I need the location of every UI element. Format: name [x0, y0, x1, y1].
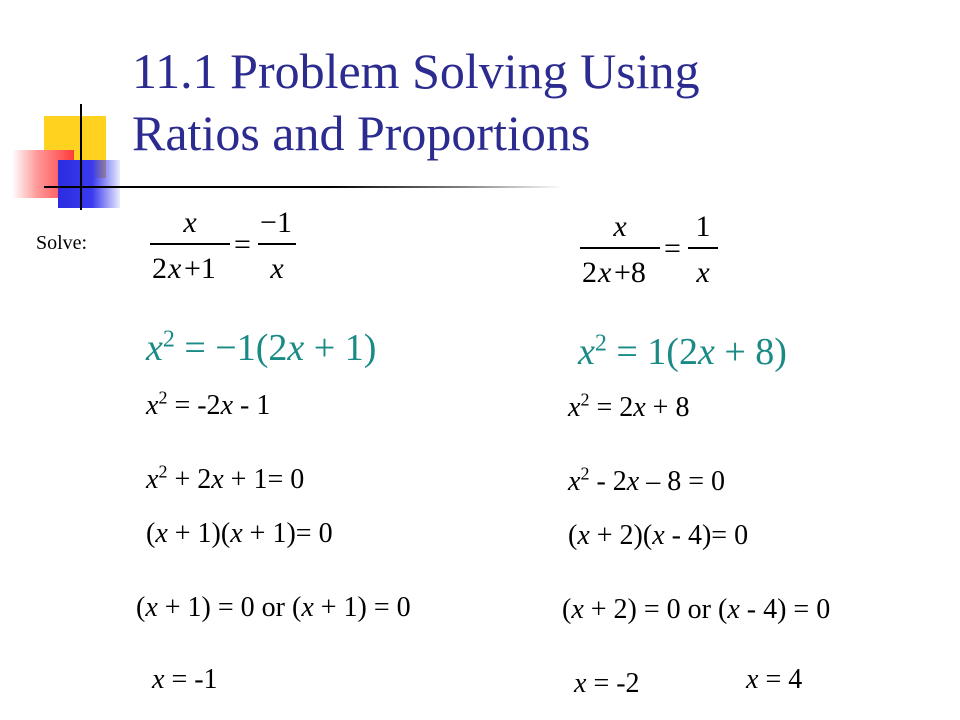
right-step3-var: x [577, 520, 590, 551]
right-lhs-den-a: 2 [582, 256, 597, 289]
right-step-1 [568, 389, 690, 424]
title-line-1: 11.1 Problem Solving Using [132, 43, 700, 99]
left-step2-b: + 2 [167, 464, 212, 495]
left-step1-d: - 1 [233, 390, 271, 421]
left-cm-exp: 2 [162, 326, 175, 353]
right-step2-d: – 8 = 0 [639, 466, 725, 497]
left-answer-var: x [152, 664, 165, 695]
left-step3-var: x [155, 518, 168, 549]
left-step3-a: ( [146, 518, 156, 549]
left-step4-var: x [145, 592, 158, 623]
solve-label: Solve: [36, 232, 88, 254]
right-step1-var2: x [633, 392, 646, 423]
right-step3-a: ( [568, 520, 578, 551]
left-cm-base: x [146, 327, 163, 369]
right-step2-exp: 2 [580, 463, 590, 484]
right-cm-base: x [578, 331, 595, 373]
left-fraction-equation [148, 202, 308, 292]
left-rhs-denominator: x [270, 252, 284, 285]
right-lhs-numerator: x [613, 210, 627, 243]
left-lhs-den-a: 2 [152, 252, 167, 285]
left-lhs-den-b: x [168, 252, 182, 285]
left-cm-rest-b: x [287, 327, 305, 369]
left-step1-b: = -2 [167, 390, 221, 421]
left-step1-var2: x [220, 390, 233, 421]
title-underline [44, 186, 564, 188]
right-step2-var2: x [626, 466, 640, 497]
right-fraction-equation [578, 206, 738, 296]
left-rhs-numerator: −1 [260, 206, 292, 239]
right-answer1-var: x [574, 668, 587, 699]
right-cm-exp: 2 [594, 330, 607, 357]
left-cm-rest-a: = −1(2 [184, 327, 288, 369]
left-step-3 [146, 518, 333, 550]
left-step-1 [146, 387, 271, 422]
right-rhs-numerator: 1 [695, 210, 711, 243]
right-step4-a: ( [562, 594, 572, 625]
right-answer2-var: x [746, 664, 759, 695]
right-step-3 [568, 520, 748, 552]
left-step3-e: + 1)= 0 [242, 518, 333, 549]
right-step4-c: + 2) = 0 or ( [583, 594, 728, 625]
left-step4-a: ( [136, 592, 146, 623]
right-step1-exp: 2 [580, 389, 590, 410]
left-step1-var: x [146, 390, 159, 421]
right-answer1-value: = -2 [586, 668, 640, 699]
left-step2-exp: 2 [158, 461, 168, 482]
left-step4-e: + 1) = 0 [313, 592, 411, 623]
left-step-4 [136, 592, 411, 624]
right-rhs-denominator: x [696, 256, 710, 289]
left-step4-c: + 1) = 0 or ( [157, 592, 302, 623]
deco-blue-square [58, 160, 120, 208]
left-equals: = [234, 228, 251, 261]
left-step4-var2: x [301, 592, 314, 623]
right-equals: = [664, 232, 681, 265]
left-step2-var2: x [211, 464, 224, 495]
right-step-4 [562, 594, 830, 626]
right-step-2 [568, 463, 725, 498]
left-step3-var2: x [230, 518, 243, 549]
right-cross-multiplication [578, 330, 787, 374]
right-step2-var: x [568, 466, 581, 497]
title-line-2: Ratios and Proportions [132, 105, 591, 161]
left-cross-multiplication [146, 326, 376, 370]
left-cm-rest-c: + 1) [304, 327, 377, 369]
left-step2-var: x [146, 464, 159, 495]
right-step1-var: x [568, 392, 581, 423]
left-step1-exp: 2 [158, 387, 168, 408]
right-step2-b: - 2 [589, 466, 627, 497]
left-lhs-numerator: x [183, 206, 197, 239]
right-step1-d: + 8 [645, 392, 690, 423]
right-answer-2 [746, 664, 802, 696]
left-step2-d: + 1= 0 [223, 464, 305, 495]
right-answer-1 [574, 668, 640, 700]
right-answer2-value: = 4 [758, 664, 803, 695]
deco-vertical-line [80, 104, 82, 210]
left-answer-value: = -1 [164, 664, 218, 695]
right-lhs-den-b: x [598, 256, 612, 289]
right-step3-e: - 4)= 0 [664, 520, 749, 551]
right-cm-rest-b: x [697, 331, 715, 373]
right-step4-var2: x [727, 594, 740, 625]
right-step4-e: - 4) = 0 [739, 594, 831, 625]
right-lhs-den-c: +8 [614, 256, 646, 289]
slide-title [132, 40, 932, 164]
left-lhs-den-c: +1 [184, 252, 216, 285]
right-step3-var2: x [652, 520, 665, 551]
right-cm-rest-a: = 1(2 [616, 331, 698, 373]
right-step3-c: + 2)( [589, 520, 653, 551]
right-step1-b: = 2 [589, 392, 634, 423]
left-step-2 [146, 461, 305, 496]
left-answer [152, 664, 218, 696]
right-step4-var: x [571, 594, 584, 625]
left-step3-c: + 1)( [167, 518, 231, 549]
right-cm-rest-c: + 8) [714, 331, 787, 373]
